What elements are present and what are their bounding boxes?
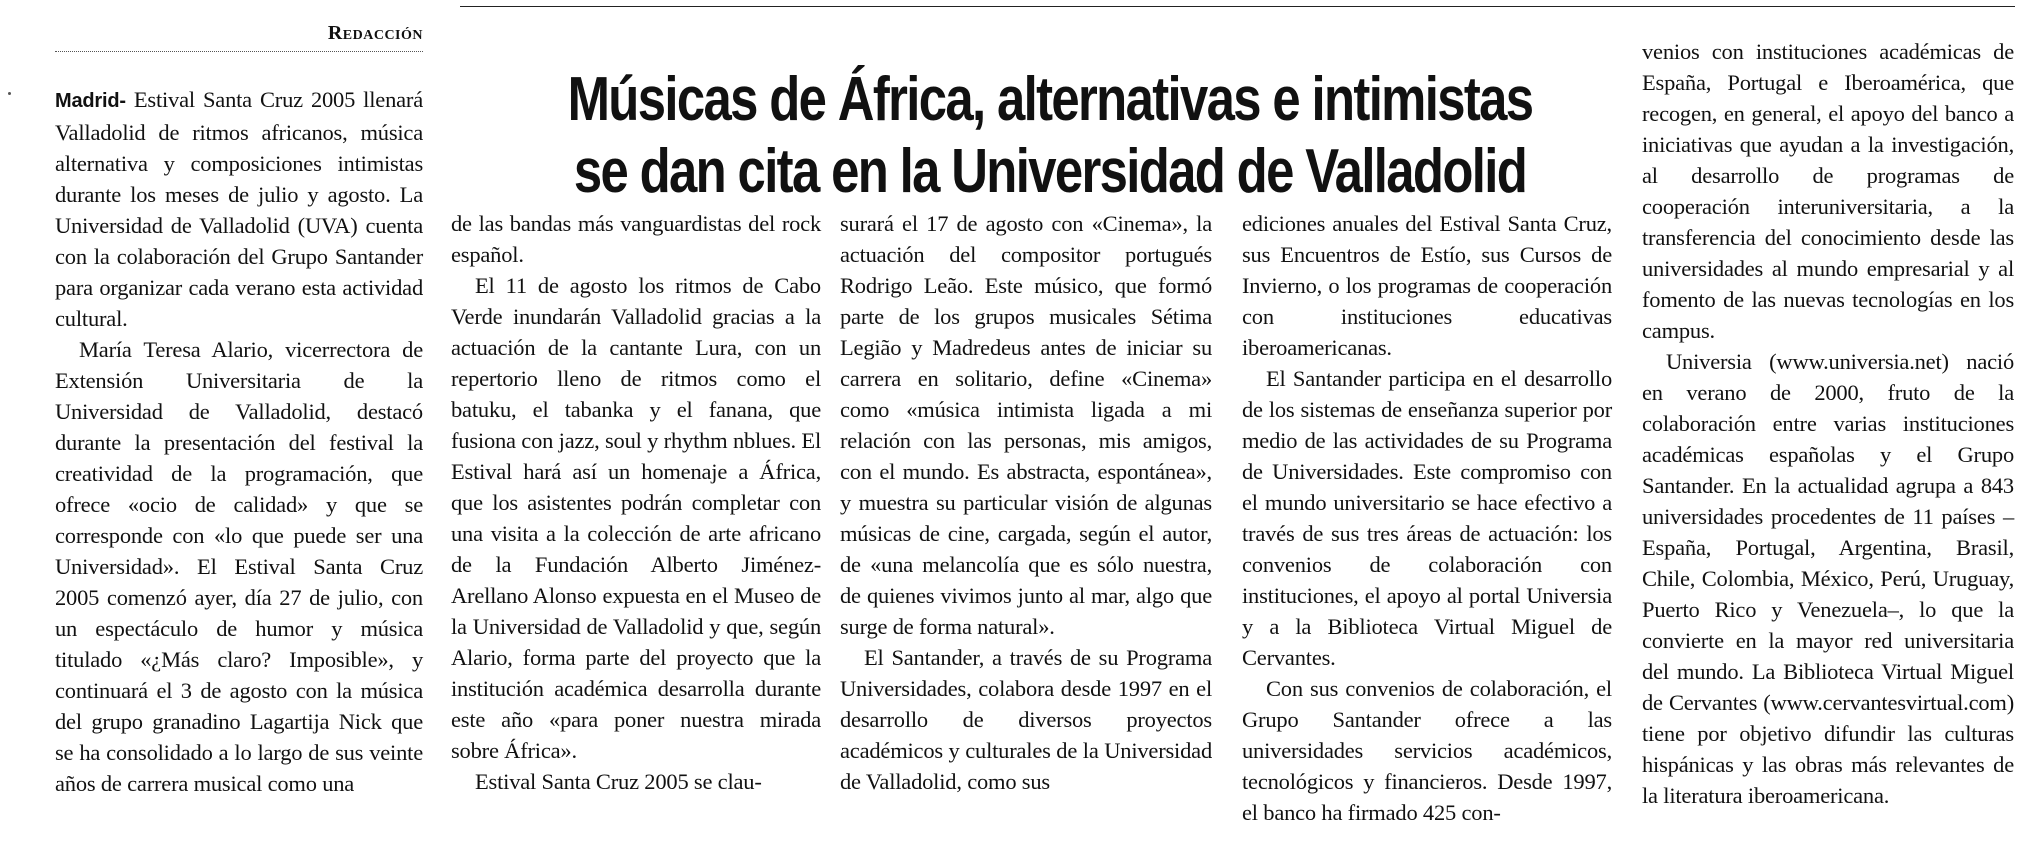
paragraph-1-text: Estival Santa Cruz 2005 llenará Valladolid de ritmos africanos, música alternativa y composiciones intimistas durante los meses de julio y agosto. La Universidad de Valladolid (UVA) cuenta con la colaboración del Grupo Santander para organizar cada verano esta actividad cultural. (55, 87, 423, 331)
column-4 (1242, 208, 1612, 828)
dateline: Madrid- (55, 90, 126, 112)
column-3 (840, 208, 1212, 797)
column-2 (451, 208, 821, 797)
top-rule (460, 6, 2015, 7)
paragraph: Con sus convenios de colaboración, el Grupo Santander ofrece a las universidades servicios académicos, tecnológicos y financieros. Desde 1997, el banco ha firmado 425 con- (1242, 676, 1612, 825)
byline: Redacción (55, 22, 423, 52)
paragraph: El 11 de agosto los ritmos de Cabo Verde inundarán Valladolid gracias a la actuación de la cantante Lura, con un repertorio lleno de ritmos como el batuku, el tabanka y el fanana, que fusiona con jazz, soul y rhythm nblues. El Estival hará así un homenaje a África, que los asistentes podrán completar con una visita a la colección de arte africano de la Fundación Alberto Jiménez-Arellano Alonso expuesta en el Museo de la Universidad de Valladolid y que, según Alario, forma parte del proyecto que la institución académica desarrolla durante este año «para poner nuestra mirada sobre África». (451, 273, 821, 763)
column-1 (55, 84, 423, 799)
scan-speck (8, 92, 11, 95)
paragraph-continued: surará el 17 de agosto con «Cinema», la actuación del compositor portugués Rodrigo Leão. Este músico, que formó parte de los grupos musicales Sétima Legião y Madredeus antes de iniciar su carrera en solitario, define «Cinema» como «música intimista ligada a mi relación con las personas, mis amigos, con el mundo. Es abstracta, espontánea», y muestra su particular visión de algunas músicas de cine, cargada, según el autor, de «una melancolía que es sólo nuestra, de quienes vivimos junto al mar, algo que surge de forma natural». (840, 211, 1212, 639)
paragraph: El Santander, a través de su Programa Universidades, colabora desde 1997 en el desarrollo de diversos proyectos académicos y culturales de la Universidad de Valladolid, como sus (840, 645, 1212, 794)
paragraph: Estival Santa Cruz 2005 se clau- (475, 769, 762, 794)
column-5 (1642, 36, 2014, 811)
headline: Músicas de África, alternativas e intimistas se dan cita en la Universidad de Valladolid (567, 64, 1533, 206)
paragraph: Universia (www.universia.net) nació en verano de 2000, fruto de la colaboración entre varias instituciones académicas españolas y el Grupo Santander. En la actualidad agrupa a 843 universidades procedentes de 11 países –España, Portugal, Argentina, Brasil, Chile, Colombia, México, Perú, Uruguay, Puerto Rico y Venezuela–, lo que la convierte en la mayor red universitaria del mundo. La Biblioteca Virtual Miguel de Cervantes (www.cervantesvirtual.com) tiene por objetivo difundir las culturas hispánicas y las obras más relevantes de la literatura iberoamericana. (1642, 349, 2014, 808)
paragraph-2: María Teresa Alario, vicerrectora de Extensión Universitaria de la Universidad de Valladolid, destacó durante la presentación del festival la creatividad de la programación, que ofrece «ocio de calidad» y que se corresponde con «lo que puede ser una Universidad». El Estival Santa Cruz 2005 comenzó ayer, día 27 de julio, con un espectáculo de humor y música titulado «¿Más claro? Imposible», y continuará el 3 de agosto con la música del grupo granadino Lagartija Nick que se ha consolidado a lo largo de sus veinte años de carrera musical como una (55, 337, 423, 796)
paragraph-continued: ediciones anuales del Estival Santa Cruz, sus Encuentros de Estío, sus Cursos de Invierno, o los programas de cooperación con instituciones educativas iberoamericanas. (1242, 211, 1612, 360)
paragraph-continued: de las bandas más vanguardistas del rock español. (451, 211, 821, 267)
paragraph-continued: venios con instituciones académicas de España, Portugal e Iberoamérica, que recogen, en general, el apoyo del banco a iniciativas que ayudan a la investigación, al desarrollo de programas de cooperación interuniversitaria, a la transferencia del conocimiento desde las universidades al mundo empresarial y al fomento de las nuevas tecnologías en los campus. (1642, 39, 2014, 343)
paragraph: El Santander participa en el desarrollo de los sistemas de enseñanza superior por medio de las actividades de su Programa de Universidades. Este compromiso con el mundo universitario se hace efectivo a través de sus tres áreas de actuación: los convenios de colaboración con instituciones, el apoyo al portal Universia y a la Biblioteca Virtual Miguel de Cervantes. (1242, 366, 1612, 670)
paragraph-1 (55, 84, 423, 334)
